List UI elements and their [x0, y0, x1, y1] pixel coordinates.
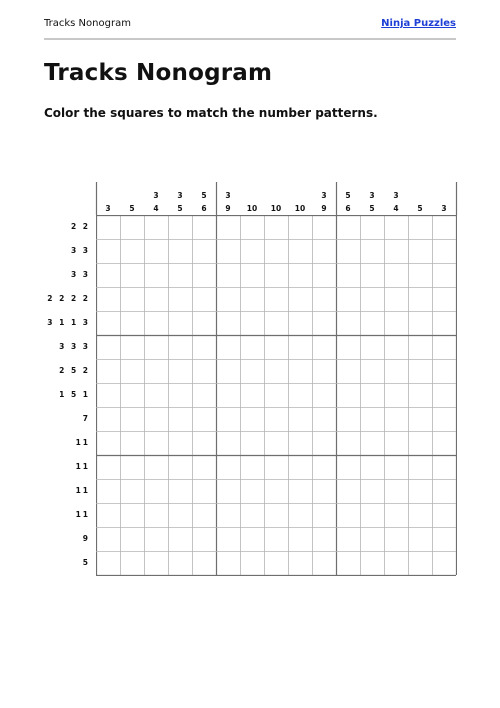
- grid-cell[interactable]: [408, 431, 432, 455]
- grid-cell[interactable]: [168, 215, 192, 239]
- grid-cell[interactable]: [144, 335, 168, 359]
- grid-cell[interactable]: [336, 431, 360, 455]
- grid-cell[interactable]: [432, 407, 456, 431]
- grid-cell[interactable]: [216, 479, 240, 503]
- grid-cell[interactable]: [192, 263, 216, 287]
- grid-cell[interactable]: [336, 383, 360, 407]
- grid-cell[interactable]: [432, 263, 456, 287]
- grid-cell[interactable]: [408, 527, 432, 551]
- grid-cell[interactable]: [96, 503, 120, 527]
- grid-cell[interactable]: [120, 383, 144, 407]
- grid-cell[interactable]: [96, 359, 120, 383]
- grid-cell[interactable]: [240, 263, 264, 287]
- grid-cell[interactable]: [288, 527, 312, 551]
- grid-cell[interactable]: [144, 359, 168, 383]
- grid-cell[interactable]: [336, 311, 360, 335]
- grid-cell[interactable]: [144, 263, 168, 287]
- grid-cell[interactable]: [336, 527, 360, 551]
- grid-cell[interactable]: [288, 239, 312, 263]
- grid-cell[interactable]: [240, 335, 264, 359]
- column-clue-number: 3: [105, 204, 111, 213]
- grid-cell[interactable]: [144, 503, 168, 527]
- grid-cell[interactable]: [336, 455, 360, 479]
- grid-cell[interactable]: [264, 263, 288, 287]
- grid-cell[interactable]: [360, 503, 384, 527]
- grid-cell[interactable]: [336, 551, 360, 575]
- grid-cell[interactable]: [120, 479, 144, 503]
- grid-cell[interactable]: [360, 455, 384, 479]
- header-divider: [44, 38, 456, 40]
- grid-cell[interactable]: [432, 551, 456, 575]
- grid-cell[interactable]: [96, 455, 120, 479]
- grid-cell[interactable]: [312, 311, 336, 335]
- grid-cell[interactable]: [168, 239, 192, 263]
- grid-cell[interactable]: [312, 287, 336, 311]
- grid-cell[interactable]: [432, 215, 456, 239]
- row-clue: 5: [82, 558, 90, 567]
- row-clue: 11: [75, 486, 90, 495]
- column-clue-number: 5: [201, 191, 207, 200]
- grid-cell[interactable]: [144, 407, 168, 431]
- grid-cell[interactable]: [144, 383, 168, 407]
- grid-cell[interactable]: [96, 287, 120, 311]
- grid-cell[interactable]: [360, 383, 384, 407]
- grid-cell[interactable]: [408, 503, 432, 527]
- grid-cell[interactable]: [240, 527, 264, 551]
- grid-cell[interactable]: [120, 359, 144, 383]
- column-clue-number: 10: [246, 204, 258, 213]
- column-clue-number: 6: [201, 204, 207, 213]
- grid-cell[interactable]: [168, 335, 192, 359]
- grid-cell[interactable]: [240, 215, 264, 239]
- grid-cell[interactable]: [384, 215, 408, 239]
- column-clue-number: 6: [345, 204, 351, 213]
- grid-cell[interactable]: [336, 287, 360, 311]
- grid-cell[interactable]: [384, 239, 408, 263]
- column-clue-number: 3: [441, 204, 447, 213]
- grid-cell[interactable]: [312, 551, 336, 575]
- grid-cell[interactable]: [144, 479, 168, 503]
- grid-cell[interactable]: [168, 527, 192, 551]
- grid-cell[interactable]: [288, 551, 312, 575]
- grid-cell[interactable]: [432, 383, 456, 407]
- grid-cell[interactable]: [432, 479, 456, 503]
- grid-cell[interactable]: [264, 239, 288, 263]
- grid-cell[interactable]: [336, 407, 360, 431]
- grid-cell[interactable]: [264, 311, 288, 335]
- grid-cell[interactable]: [384, 383, 408, 407]
- grid-cell[interactable]: [288, 359, 312, 383]
- grid-cell[interactable]: [408, 551, 432, 575]
- page-title: Tracks Nonogram: [44, 60, 273, 86]
- grid-cell[interactable]: [96, 383, 120, 407]
- grid-cell[interactable]: [264, 407, 288, 431]
- row-clue: 2 2 2 2: [47, 294, 90, 303]
- grid-cell[interactable]: [264, 335, 288, 359]
- row-clue: 3 1 1 3: [47, 318, 90, 327]
- grid-cell[interactable]: [120, 263, 144, 287]
- grid-cell[interactable]: [336, 263, 360, 287]
- grid-cell[interactable]: [432, 455, 456, 479]
- grid-cell[interactable]: [144, 551, 168, 575]
- grid-cell[interactable]: [408, 455, 432, 479]
- grid-cell[interactable]: [408, 215, 432, 239]
- grid-cell[interactable]: [168, 311, 192, 335]
- row-clue: 11: [75, 438, 90, 447]
- top-bar: [44, 16, 456, 36]
- grid-cell[interactable]: [216, 527, 240, 551]
- column-clue-number: 3: [225, 191, 231, 200]
- grid-cell[interactable]: [96, 215, 120, 239]
- grid-cell[interactable]: [360, 287, 384, 311]
- row-clue: 2 2: [70, 222, 90, 231]
- grid-cell[interactable]: [384, 431, 408, 455]
- grid-cell[interactable]: [360, 407, 384, 431]
- row-clue: 3 3: [70, 246, 90, 255]
- grid-cell[interactable]: [192, 455, 216, 479]
- grid-cell[interactable]: [408, 383, 432, 407]
- grid-cell[interactable]: [168, 287, 192, 311]
- grid-cell[interactable]: [384, 311, 408, 335]
- grid-cell[interactable]: [192, 503, 216, 527]
- grid-cell[interactable]: [408, 359, 432, 383]
- nonogram-grid: [96, 215, 457, 576]
- grid-cell[interactable]: [264, 455, 288, 479]
- grid-cell[interactable]: [360, 359, 384, 383]
- grid-cell[interactable]: [120, 407, 144, 431]
- grid-cell[interactable]: [384, 335, 408, 359]
- grid-cell[interactable]: [120, 503, 144, 527]
- column-clue-number: 5: [129, 204, 135, 213]
- grid-cell[interactable]: [192, 239, 216, 263]
- column-clue-number: 3: [321, 191, 327, 200]
- grid-cell[interactable]: [288, 383, 312, 407]
- grid-cell[interactable]: [384, 455, 408, 479]
- grid-cell[interactable]: [312, 383, 336, 407]
- grid-cell[interactable]: [312, 239, 336, 263]
- grid-cell[interactable]: [120, 551, 144, 575]
- grid-cell[interactable]: [120, 239, 144, 263]
- column-clue-number: 9: [225, 204, 231, 213]
- grid-cell[interactable]: [432, 239, 456, 263]
- row-clue: 9: [82, 534, 90, 543]
- column-clue-number: 4: [153, 204, 159, 213]
- grid-cell[interactable]: [144, 455, 168, 479]
- grid-cell[interactable]: [360, 215, 384, 239]
- grid-cell[interactable]: [360, 239, 384, 263]
- grid-cell[interactable]: [312, 479, 336, 503]
- grid-cell[interactable]: [96, 407, 120, 431]
- grid-cell[interactable]: [432, 527, 456, 551]
- grid-cell[interactable]: [360, 263, 384, 287]
- grid-cell[interactable]: [216, 431, 240, 455]
- column-clue-number: 5: [369, 204, 375, 213]
- grid-cell[interactable]: [120, 311, 144, 335]
- column-clue-number: 4: [393, 204, 399, 213]
- grid-cell[interactable]: [264, 503, 288, 527]
- grid-cell[interactable]: [312, 503, 336, 527]
- grid-cell[interactable]: [360, 431, 384, 455]
- column-clue-number: 5: [417, 204, 423, 213]
- grid-cell[interactable]: [216, 455, 240, 479]
- grid-cell[interactable]: [288, 311, 312, 335]
- grid-cell[interactable]: [192, 287, 216, 311]
- grid-cell[interactable]: [240, 407, 264, 431]
- grid-cell[interactable]: [264, 215, 288, 239]
- grid-cell[interactable]: [336, 215, 360, 239]
- grid-cell[interactable]: [96, 335, 120, 359]
- grid-cell[interactable]: [288, 407, 312, 431]
- grid-cell[interactable]: [120, 287, 144, 311]
- grid-cell[interactable]: [360, 479, 384, 503]
- grid-cell[interactable]: [408, 239, 432, 263]
- grid-cell[interactable]: [312, 263, 336, 287]
- grid-cell[interactable]: [216, 335, 240, 359]
- grid-cell[interactable]: [312, 215, 336, 239]
- grid-cell[interactable]: [168, 263, 192, 287]
- grid-cell[interactable]: [264, 551, 288, 575]
- grid-cell[interactable]: [192, 383, 216, 407]
- grid-cell[interactable]: [312, 527, 336, 551]
- grid-cell[interactable]: [312, 335, 336, 359]
- grid-cell[interactable]: [216, 503, 240, 527]
- grid-cell[interactable]: [264, 287, 288, 311]
- grid-cell[interactable]: [120, 335, 144, 359]
- grid-cell[interactable]: [168, 503, 192, 527]
- grid-cell[interactable]: [360, 527, 384, 551]
- grid-cell[interactable]: [312, 407, 336, 431]
- row-clue: 1 5 1: [59, 390, 90, 399]
- grid-cell[interactable]: [120, 215, 144, 239]
- grid-cell[interactable]: [288, 287, 312, 311]
- column-clue-number: 5: [177, 204, 183, 213]
- grid-cell[interactable]: [120, 455, 144, 479]
- grid-cell[interactable]: [96, 551, 120, 575]
- grid-cell[interactable]: [240, 383, 264, 407]
- column-clue-number: 3: [153, 191, 159, 200]
- grid-cell[interactable]: [288, 431, 312, 455]
- grid-cell[interactable]: [264, 527, 288, 551]
- row-clue: 11: [75, 510, 90, 519]
- grid-cell[interactable]: [216, 263, 240, 287]
- grid-cell[interactable]: [168, 431, 192, 455]
- grid-cell[interactable]: [216, 551, 240, 575]
- grid-cell[interactable]: [408, 407, 432, 431]
- grid-cell[interactable]: [216, 407, 240, 431]
- grid-cell[interactable]: [216, 287, 240, 311]
- grid-cell[interactable]: [120, 527, 144, 551]
- column-clue-number: 5: [345, 191, 351, 200]
- grid-cell[interactable]: [216, 215, 240, 239]
- grid-cell[interactable]: [168, 359, 192, 383]
- grid-cell[interactable]: [312, 359, 336, 383]
- grid-cell[interactable]: [240, 503, 264, 527]
- grid-cell[interactable]: [336, 479, 360, 503]
- grid-cell[interactable]: [216, 383, 240, 407]
- grid-cell[interactable]: [240, 239, 264, 263]
- grid-cell[interactable]: [360, 335, 384, 359]
- grid-cell[interactable]: [408, 311, 432, 335]
- grid-cell[interactable]: [192, 311, 216, 335]
- grid-cell[interactable]: [240, 455, 264, 479]
- grid-cell[interactable]: [384, 263, 408, 287]
- grid-cell[interactable]: [216, 311, 240, 335]
- grid-cell[interactable]: [384, 503, 408, 527]
- grid-cell[interactable]: [264, 359, 288, 383]
- grid-cell[interactable]: [408, 287, 432, 311]
- grid-cell[interactable]: [432, 359, 456, 383]
- instructions-text: Color the squares to match the number patterns.: [44, 106, 378, 120]
- grid-cell[interactable]: [288, 479, 312, 503]
- grid-cell[interactable]: [240, 359, 264, 383]
- ninja-puzzles-link[interactable]: Ninja Puzzles: [381, 18, 456, 29]
- grid-cell[interactable]: [168, 407, 192, 431]
- grid-cell[interactable]: [360, 311, 384, 335]
- column-clue-number: 3: [177, 191, 183, 200]
- grid-cell[interactable]: [192, 359, 216, 383]
- grid-cell[interactable]: [96, 479, 120, 503]
- grid-cell[interactable]: [168, 551, 192, 575]
- grid-cell[interactable]: [168, 479, 192, 503]
- grid-cell[interactable]: [240, 431, 264, 455]
- grid-cell[interactable]: [312, 431, 336, 455]
- grid-cell[interactable]: [264, 431, 288, 455]
- grid-cell[interactable]: [192, 479, 216, 503]
- grid-cell[interactable]: [192, 407, 216, 431]
- grid-cell[interactable]: [144, 215, 168, 239]
- grid-cell[interactable]: [144, 527, 168, 551]
- grid-cell[interactable]: [336, 239, 360, 263]
- grid-cell[interactable]: [192, 527, 216, 551]
- grid-cell[interactable]: [408, 335, 432, 359]
- grid-cell[interactable]: [192, 431, 216, 455]
- grid-cell[interactable]: [96, 311, 120, 335]
- grid-cell[interactable]: [288, 335, 312, 359]
- grid-cell[interactable]: [168, 455, 192, 479]
- column-clue-number: 10: [270, 204, 282, 213]
- row-clue: 3 3 3: [59, 342, 90, 351]
- grid-cell[interactable]: [168, 383, 192, 407]
- grid-cell[interactable]: [96, 263, 120, 287]
- row-clue: 3 3: [70, 270, 90, 279]
- row-clue: 2 5 2: [59, 366, 90, 375]
- grid-cell[interactable]: [192, 335, 216, 359]
- grid-cell[interactable]: [432, 431, 456, 455]
- grid-cell[interactable]: [384, 551, 408, 575]
- column-clue-number: 10: [294, 204, 306, 213]
- grid-cell[interactable]: [240, 311, 264, 335]
- grid-cell[interactable]: [144, 431, 168, 455]
- grid-cell[interactable]: [240, 551, 264, 575]
- grid-cell[interactable]: [408, 263, 432, 287]
- grid-cell[interactable]: [192, 215, 216, 239]
- grid-cell[interactable]: [408, 479, 432, 503]
- grid-cell[interactable]: [216, 359, 240, 383]
- grid-cell[interactable]: [336, 359, 360, 383]
- grid-cell[interactable]: [360, 551, 384, 575]
- grid-cell[interactable]: [384, 287, 408, 311]
- grid-cell[interactable]: [384, 527, 408, 551]
- grid-cell[interactable]: [216, 239, 240, 263]
- grid-cell[interactable]: [240, 479, 264, 503]
- grid-cell[interactable]: [96, 239, 120, 263]
- grid-cell[interactable]: [288, 455, 312, 479]
- grid-cell[interactable]: [432, 503, 456, 527]
- grid-cell[interactable]: [336, 335, 360, 359]
- grid-cell[interactable]: [288, 215, 312, 239]
- grid-cell[interactable]: [144, 311, 168, 335]
- column-clue-number: 3: [393, 191, 399, 200]
- grid-cell[interactable]: [144, 239, 168, 263]
- grid-cell[interactable]: [432, 287, 456, 311]
- grid-cell[interactable]: [432, 335, 456, 359]
- grid-cell[interactable]: [144, 287, 168, 311]
- grid-cell[interactable]: [240, 287, 264, 311]
- grid-cell[interactable]: [288, 503, 312, 527]
- grid-cell[interactable]: [384, 407, 408, 431]
- grid-cell[interactable]: [96, 527, 120, 551]
- grid-cell[interactable]: [336, 503, 360, 527]
- grid-cell[interactable]: [96, 431, 120, 455]
- grid-cell[interactable]: [432, 311, 456, 335]
- grid-cell[interactable]: [264, 479, 288, 503]
- row-clue: 11: [75, 462, 90, 471]
- row-clue: 7: [82, 414, 90, 423]
- grid-cell[interactable]: [192, 551, 216, 575]
- header-puzzle-name: Tracks Nonogram: [44, 18, 131, 29]
- column-clue-number: 3: [369, 191, 375, 200]
- grid-cell[interactable]: [120, 431, 144, 455]
- grid-cell[interactable]: [384, 479, 408, 503]
- grid-cell[interactable]: [312, 455, 336, 479]
- grid-cell[interactable]: [264, 383, 288, 407]
- grid-cell[interactable]: [384, 359, 408, 383]
- grid-cell[interactable]: [288, 263, 312, 287]
- column-clue-number: 9: [321, 204, 327, 213]
